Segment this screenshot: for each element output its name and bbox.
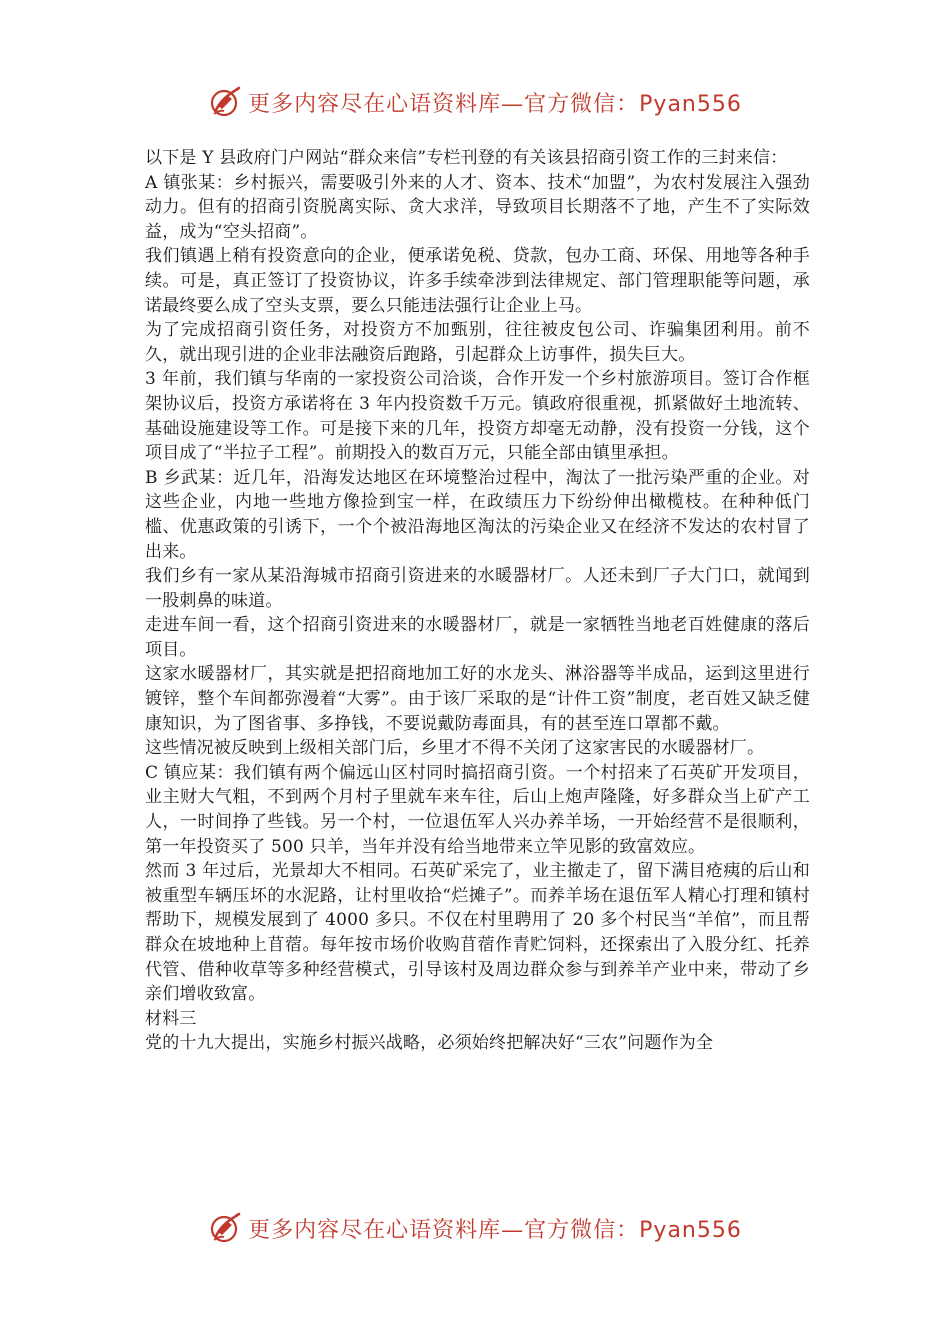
footer-watermark	[0, 1208, 950, 1248]
paragraph: 这家水暖器材厂，其实就是把招商地加工好的水龙头、淋浴器等半成品，运到这里进行镀锌，整个车间都弥漫着“大雾”。由于该厂采取的是“计件工资”制度，老百姓又缺乏健康知识，为了图省事、多挣钱，不要说戴防毒面具，有的甚至连口罩都不戴。	[145, 664, 810, 734]
pen-swirl-logo-icon	[208, 84, 244, 120]
paragraph: 为了完成招商引资任务，对投资方不加甄别，往往被皮包公司、诈骗集团利用。前不久，就出现引进的企业非法融资后跑路，引起群众上访事件，损失巨大。	[145, 320, 810, 365]
section-heading: 材料三	[145, 1008, 197, 1029]
paragraph: 我们乡有一家从某沿海城市招商引资进来的水暖器材厂。人还未到厂子大门口，就闻到一股刺鼻的味道。	[145, 566, 810, 611]
paragraph: 党的十九大提出，实施乡村振兴战略，必须始终把解决好“三农”问题作为全	[145, 1033, 714, 1054]
document-body	[145, 146, 810, 1056]
paragraph: B 乡武某：近几年，沿海发达地区在环境整治过程中，淘汰了一批污染严重的企业。对这些企业，内地一些地方像捡到宝一样，在政绩压力下纷纷伸出橄榄枝。在种种低门槛、优惠政策的引诱下，一个个被沿海地区淘汰的污染企业又在经济不发达的农村冒了出来。	[145, 467, 810, 562]
pen-swirl-logo-icon	[208, 1210, 244, 1246]
paragraph: A 镇张某：乡村振兴，需要吸引外来的人才、资本、技术“加盟”，为农村发展注入强劲动力。但有的招商引资脱离实际、贪大求洋，导致项目长期落不了地，产生不了实际效益，成为“空头招商”。	[145, 172, 810, 242]
paragraph: 这些情况被反映到上级相关部门后，乡里才不得不关闭了这家害民的水暖器材厂。	[145, 738, 765, 759]
header-watermark	[0, 82, 950, 122]
footer-watermark-text: 更多内容尽在心语资料库—官方微信：Pyan556	[248, 1217, 742, 1243]
header-wechat-id: Pyan556	[639, 91, 742, 117]
paragraph: C 镇应某：我们镇有两个偏远山区村同时搞招商引资。一个村招来了石英矿开发项目，业主财大气粗，不到两个月村子里就车来车往，后山上炮声隆隆，好多群众当上矿产工人，一时间挣了些钱。另一个村，一位退伍军人兴办养羊场，一开始经营不是很顺利，第一年投资买了 500 只羊，当年并没有给当地带来立竿见影的致富效应。	[145, 762, 810, 857]
paragraph: 3 年前，我们镇与华南的一家投资公司洽谈，合作开发一个乡村旅游项目。签订合作框架协议后，投资方承诺将在 3 年内投资数千万元。镇政府很重视，抓紧做好土地流转、基础设施建设等工作。可是接下来的几年，投资方却毫无动静，没有投资一分钱，这个项目成了“半拉子工程”。前期投入的数百万元，只能全部由镇里承担。	[145, 369, 810, 464]
paragraph: 走进车间一看，这个招商引资进来的水暖器材厂，就是一家牺牲当地老百姓健康的落后项目。	[145, 615, 810, 660]
paragraph: 我们镇遇上稍有投资意向的企业，便承诺免税、贷款，包办工商、环保、用地等各种手续。可是，真正签订了投资协议，许多手续牵涉到法律规定、部门管理职能等问题，承诺最终要么成了空头支票，要么只能违法强行让企业上马。	[145, 246, 810, 316]
footer-wechat-id: Pyan556	[639, 1217, 742, 1243]
header-watermark-text: 更多内容尽在心语资料库—官方微信：Pyan556	[248, 91, 742, 117]
paragraph: 以下是 Y 县政府门户网站“群众来信”专栏刊登的有关该县招商引资工作的三封来信：	[145, 148, 788, 168]
paragraph: 然而 3 年过后，光景却大不相同。石英矿采完了，业主撤走了，留下满目疮痍的后山和被重型车辆压坏的水泥路，让村里收拾“烂摊子”。而养羊场在退伍军人精心打理和镇村帮助下，规模发展到了 4000 多只。不仅在村里聘用了 20 多个村民当“羊倌”，而且帮群众在坡地种上苜蓿。每年按市场价收购苜蓿作青贮饲料，还探索出了入股分红、托养代管、借种收草等多种经营模式，引导该村及周边群众参与到养羊产业中来，带动了乡亲们增收致富。	[145, 861, 810, 1005]
